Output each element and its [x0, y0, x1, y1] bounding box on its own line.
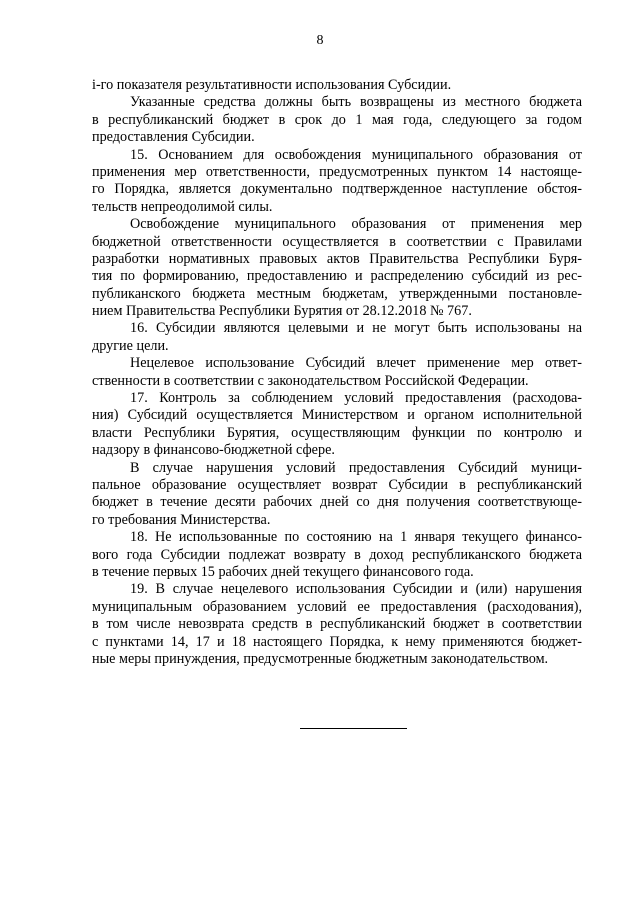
text-line: 17. Контроль за соблюдением условий предоставления (расходова-	[130, 390, 582, 407]
text-line: предоставления Субсидии.	[92, 129, 255, 146]
text-line: го Порядка, является документально подтвержденное наступление обстоя-	[92, 181, 582, 198]
text-line: 19. В случае нецелевого использования Субсидии и (или) нарушения	[130, 581, 582, 598]
text-line: тельств непреодолимой силы.	[92, 198, 273, 215]
text-line: с пунктами 14, 17 и 18 настоящего Порядка, к нему применяются бюджет-	[92, 633, 582, 650]
text-line: Указанные средства должны быть возвращены из местного бюджета	[130, 94, 582, 111]
text-line: бюджетной ответственности осуществляется в соответствии с Правилами	[92, 233, 582, 250]
text-line: ния) Субсидий осуществляется Министерством и органом исполнительной	[92, 407, 582, 424]
text-line: в республиканский бюджет в срок до 1 мая года, следующего за годом	[92, 111, 582, 128]
document-body	[92, 77, 582, 668]
end-separator-line	[300, 728, 407, 729]
text-line: 18. Не использованные по состоянию на 1 января текущего финансо-	[130, 529, 582, 546]
text-line: В случае нарушения условий предоставления Субсидий муници-	[130, 459, 582, 476]
page-number: 8	[316, 33, 324, 48]
text-line: муниципальным образованием условий ее предоставления (расходования),	[92, 598, 582, 615]
text-line: надзору в финансово-бюджетной сфере.	[92, 442, 335, 459]
text-line: ные меры принуждения, предусмотренные бюджетным законодательством.	[92, 650, 549, 667]
text-line: пальное образование осуществляет возврат Субсидии в республиканский	[92, 476, 582, 493]
text-line: вого года Субсидии подлежат возврату в доход республиканского бюджета	[92, 546, 582, 563]
text-line: Освобождение муниципального образования от применения мер	[130, 216, 582, 233]
text-line: го требования Министерства.	[92, 511, 271, 528]
text-line: применения мер ответственности, предусмотренных пунктом 14 настояще-	[92, 163, 582, 180]
text-line: в течение первых 15 рабочих дней текущего финансового года.	[92, 563, 474, 580]
text-line: бюджет в течение десяти рабочих дней со дня получения соответствующе-	[92, 494, 582, 511]
text-line: 16. Субсидии являются целевыми и не могут быть использованы на	[130, 320, 582, 337]
text-line: в том числе невозврата средств в республиканский бюджет в соответствии	[92, 616, 582, 633]
text-line: ственности в соответствии с законодательством Российской Федерации.	[92, 372, 529, 389]
text-line: разработки нормативных правовых актов Правительства Республики Буря-	[92, 250, 582, 267]
text-line: i-го показателя результативности использования Субсидии.	[92, 77, 452, 93]
text-line: другие цели.	[92, 337, 169, 354]
text-line: 15. Основанием для освобождения муниципального образования от	[130, 146, 582, 163]
text-line: власти Республики Бурятия, осуществляющим функции по контролю и	[92, 424, 582, 441]
text-line: публиканского бюджета местным бюджетам, утвержденными постановле-	[92, 285, 582, 302]
text-line: тия по формированию, предоставлению и распределению субсидий из рес-	[92, 268, 582, 285]
text-line: Нецелевое использование Субсидий влечет применение мер ответ-	[130, 355, 582, 372]
text-line: нием Правительства Республики Бурятия от 28.12.2018 № 767.	[92, 303, 472, 320]
